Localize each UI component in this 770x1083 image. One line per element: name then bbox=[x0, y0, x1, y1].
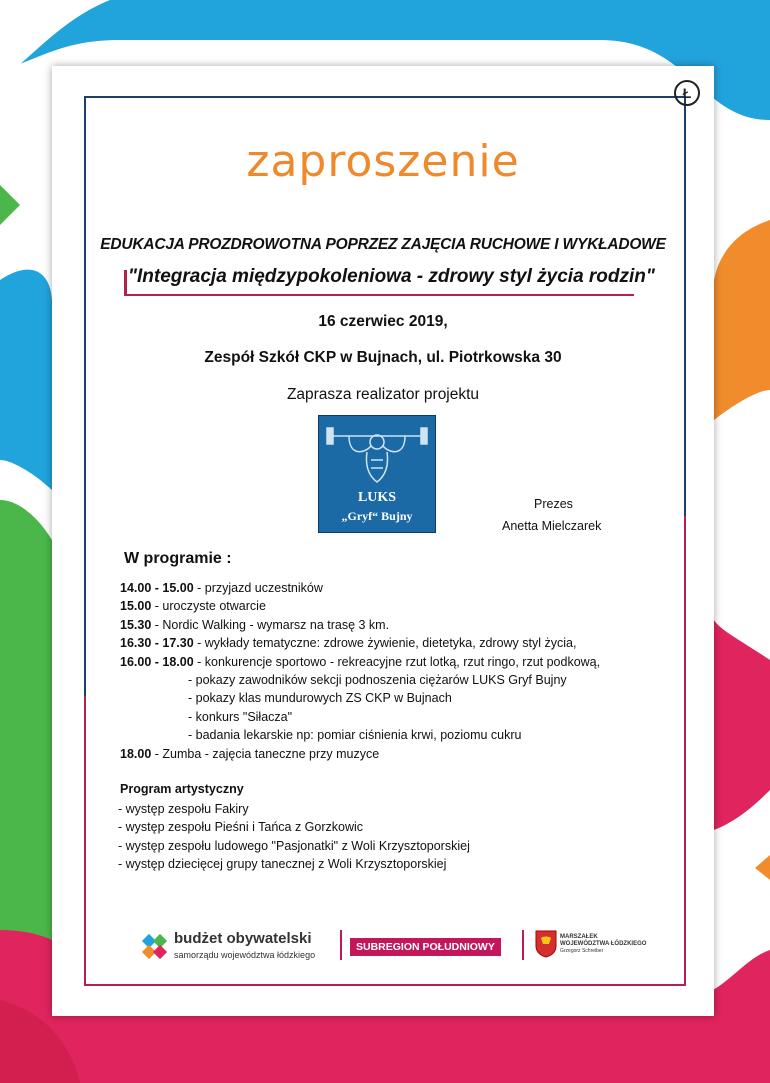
program-heading: W programie : bbox=[124, 550, 232, 567]
budget-logo-icon bbox=[140, 932, 170, 962]
program-item: 18.00 - Zumba - zajęcia taneczne przy muzyce bbox=[120, 746, 380, 761]
artistic-item: - występ zespołu Fakiry bbox=[118, 802, 249, 816]
logo-line1: LUKS bbox=[357, 490, 397, 505]
corner-badge: Ł bbox=[674, 80, 700, 106]
subregion-badge: SUBREGION POŁUDNIOWY bbox=[350, 938, 501, 956]
project-quote-block bbox=[124, 266, 655, 296]
program-subitem: - pokazy klas mundurowych ZS CKP w Bujnach bbox=[188, 691, 452, 706]
program-item: 15.30 - Nordic Walking - wymarsz na trasę 3 km. bbox=[120, 617, 390, 632]
artistic-list bbox=[118, 800, 470, 874]
budget-title: budżet obywatelski bbox=[174, 930, 312, 947]
artistic-item: - występ dziecięcej grupy tanecznej z Woli Krzysztoporskiej bbox=[118, 857, 447, 872]
program-item: 16.00 - 18.00 - konkurencje sportowo - rekreacyjne rzut lotką, rzut ringo, rzut podkową, bbox=[120, 654, 601, 669]
event-date: 16 czerwiec 2019, bbox=[318, 313, 448, 330]
invite-line: Zaprasza realizator projektu bbox=[286, 386, 480, 403]
marshal-title: MARSZAŁEK WOJEWÓDZTWA ŁÓDZKIEGO bbox=[560, 934, 647, 947]
program-subitem: - konkurs "Siłacza" bbox=[188, 709, 293, 724]
footer-logos bbox=[140, 926, 660, 970]
quote-bar bbox=[124, 270, 127, 296]
program-list bbox=[120, 579, 600, 763]
project-quote: "Integracja międzypokoleniowa - zdrowy styl życia rodzin" bbox=[128, 266, 655, 287]
marshal-name: Grzegorz Schreiber bbox=[560, 948, 604, 954]
signature-block bbox=[502, 493, 662, 537]
luks-logo bbox=[318, 415, 436, 533]
program-item: 15.00 - uroczyste otwarcie bbox=[120, 599, 266, 614]
invitation-card bbox=[52, 66, 714, 1016]
artistic-item: - występ zespołu ludowego "Pasjonatki" z Woli Krzysztoporskiej bbox=[118, 838, 470, 853]
budget-subtitle: samorządu województwa łódzkiego bbox=[174, 950, 316, 960]
program-subitem: - pokazy zawodników sekcji podnoszenia ciężarów LUKS Gryf Bujny bbox=[188, 673, 567, 688]
crest-icon bbox=[535, 930, 557, 958]
signature-name: Anetta Mielczarek bbox=[502, 519, 602, 533]
program-item: 14.00 - 15.00 - przyjazd uczestników bbox=[120, 581, 323, 595]
artistic-heading: Program artystyczny bbox=[120, 782, 244, 796]
page-title: zaproszenie bbox=[246, 136, 520, 187]
program-item: 16.30 - 17.30 - wykłady tematyczne: zdrowe żywienie, dietetyka, zdrowy styl życia, bbox=[120, 636, 577, 651]
artistic-item: - występ zespołu Pieśni i Tańca z Gorzkowic bbox=[118, 820, 364, 835]
event-place: Zespół Szkół CKP w Bujnach, ul. Piotrkowska 30 bbox=[204, 349, 562, 366]
logo-line2: „Gryf“ Bujny bbox=[341, 509, 413, 523]
subtitle: EDUKACJA PROZDROWOTNA POPRZEZ ZAJĘCIA RUCHOWE I WYKŁADOWE bbox=[100, 236, 666, 253]
program-subitem: - badania lekarskie np: pomiar ciśnienia krwi, poziomu cukru bbox=[188, 728, 522, 743]
weightlifter-icon bbox=[319, 416, 435, 488]
footer-separator bbox=[340, 930, 342, 960]
signature-role: Prezes bbox=[534, 497, 573, 511]
footer-separator bbox=[522, 930, 524, 960]
quote-underline bbox=[124, 294, 634, 296]
